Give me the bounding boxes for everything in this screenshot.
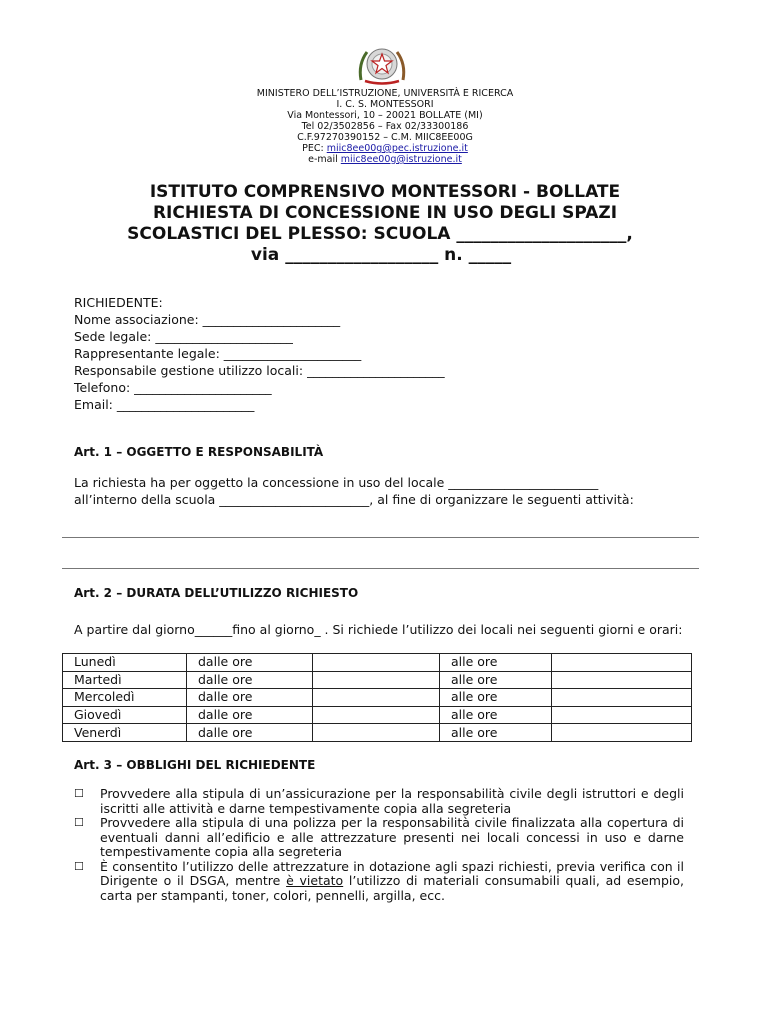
activity-line-2 [62,568,699,569]
from-time-cell [313,706,440,724]
from-label-cell: dalle ore [187,654,313,672]
art1-text [74,474,704,508]
pec-label: PEC: [302,143,327,154]
list-item [74,860,684,904]
title-line-2: RICHIESTA DI CONCESSIONE IN USO DEGLI SPAZI [152,203,618,223]
to-label-cell: alle ore [440,671,552,689]
day-cell: Mercoledì [63,689,187,707]
pec-line [0,143,770,155]
checkbox-icon: ☐ [74,816,84,829]
school-codes: C.F.97270390152 – C.M. MIIC8EE00G [297,132,473,143]
activity-line-1 [62,537,699,538]
school-name: I. C. S. MONTESSORI [336,99,434,110]
school-phone: Tel 02/3502856 – Fax 02/33300186 [301,121,469,132]
email-link[interactable]: miic8ee00g@istruzione.it [340,154,462,165]
to-label-cell: alle ore [440,654,552,672]
from-time-cell [313,671,440,689]
obligation-text: Provvedere alla stipula di un’assicurazione per la responsabilità civile degli istruttori e degli iscritti alle attività e darne tempestivamente copia alla segreteria [100,786,684,816]
to-time-cell [552,654,692,672]
table-row [63,689,692,707]
forbidden-emphasis: è vietato [286,873,344,888]
art3-heading: Art. 3 – OBBLIGHI DEL RICHIEDENTE [74,758,316,772]
art1-heading: Art. 1 – OGGETTO E RESPONSABILITÀ [74,445,324,459]
table-row [63,654,692,672]
list-item [74,816,684,860]
school-address: Via Montessori, 10 – 20021 BOLLATE (MI) [287,110,483,121]
to-time-cell [552,724,692,742]
from-time-cell [313,654,440,672]
field-legal-seat: Sede legale: ______________________ [74,329,293,344]
art1-line-1: La richiesta ha per oggetto la concessione in uso del locale ________________________ [74,475,599,490]
title-line-4: via __________________ n. _____ [250,245,512,265]
pec-link[interactable]: miic8ee00g@pec.istruzione.it [326,143,468,154]
schedule-table [62,653,692,742]
email-label: e-mail [308,154,341,165]
art1-line-2: all’interno della scuola ________________________, al fine di organizzare le seguenti attività: [74,492,634,507]
list-item [74,787,684,816]
to-time-cell [552,689,692,707]
italian-republic-emblem [355,42,409,86]
field-email: Email: ______________________ [74,397,255,412]
obligations-list [74,787,684,903]
to-label-cell: alle ore [440,724,552,742]
day-cell: Giovedì [63,706,187,724]
day-cell: Venerdì [63,724,187,742]
to-label-cell: alle ore [440,689,552,707]
email-line [0,154,770,166]
to-time-cell [552,706,692,724]
obligation-text-start: È consentito l’utilizzo delle attrezzature in dotazione agli spazi richiesti, previa verifica con il Dirigente o il DSGA, mentre [100,858,684,888]
title-line-3: SCOLASTICI DEL PLESSO: SCUOLA ____________________, [127,224,633,244]
table-row [63,706,692,724]
from-label-cell: dalle ore [187,671,313,689]
requester-section [74,294,704,413]
from-label-cell: dalle ore [187,706,313,724]
obligation-text: Provvedere alla stipula di una polizza per la responsabilità civile finalizzata alla copertura di eventuali danni all’edificio e alle attrezzature presenti nei locali concessi in uso e darne tempestivamente copia alla segreteria [100,815,684,859]
requester-heading: RICHIEDENTE: [74,295,163,310]
field-premises-manager: Responsabile gestione utilizzo locali: ______________________ [74,363,445,378]
obligation-text-end: l’utilizzo di materiali consumabili quali, ad esempio, carta per stampanti, toner, colori, pennelli, argilla, ecc. [100,873,684,903]
from-time-cell [313,689,440,707]
from-label-cell: dalle ore [187,689,313,707]
table-row [63,671,692,689]
day-cell: Lunedì [63,654,187,672]
table-row [63,724,692,742]
field-legal-representative: Rappresentante legale: ______________________ [74,346,362,361]
checkbox-icon: ☐ [74,859,84,873]
art2-heading: Art. 2 – DURATA DELL’UTILIZZO RICHIESTO [74,586,359,600]
field-association: Nome associazione: ______________________ [74,312,341,327]
day-cell: Martedì [63,671,187,689]
title-line-1: ISTITUTO COMPRENSIVO MONTESSORI - BOLLATE [149,182,621,202]
from-label-cell: dalle ore [187,724,313,742]
ministry-name: MINISTERO DELL’ISTRUZIONE, UNIVERSITÀ E RICERCA [256,88,514,99]
from-time-cell [313,724,440,742]
field-phone: Telefono: ______________________ [74,380,272,395]
to-label-cell: alle ore [440,706,552,724]
art2-text: A partire dal giorno______fino al giorno_ . Si richiede l’utilizzo dei locali nei seguenti giorni e orari: [74,622,683,637]
to-time-cell [552,671,692,689]
checkbox-icon: ☐ [74,787,84,800]
obligation-text [100,860,684,904]
